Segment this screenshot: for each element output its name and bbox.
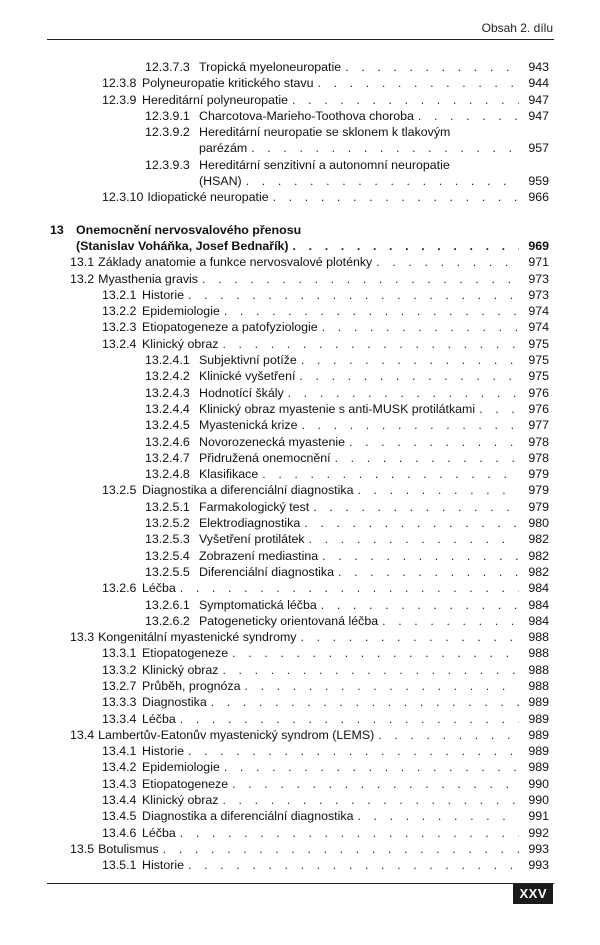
page-number: 982 <box>528 564 549 579</box>
toc-entry[interactable] <box>50 548 549 564</box>
page-number: 973 <box>528 287 549 302</box>
section-number: 13.4.4 <box>102 793 137 808</box>
section-title: Onemocnění nervosvalového přenosu <box>76 222 302 237</box>
toc-line <box>50 613 549 629</box>
section-number: 13.4.3 <box>102 776 137 791</box>
page-number: 979 <box>528 483 549 498</box>
toc-entry[interactable] <box>50 776 549 792</box>
section-title: Klinický obraz myastenie s anti-MUSK protilátkami <box>199 401 476 416</box>
section-number: 13 <box>50 222 64 237</box>
section-number: 13.2.5.1 <box>145 499 190 514</box>
section-title: Farmakologický test <box>199 499 310 514</box>
section-title: Klinický obraz <box>142 793 219 808</box>
toc-line <box>50 808 549 824</box>
page-number: 989 <box>528 744 549 759</box>
toc-line <box>50 124 549 140</box>
page-number: 988 <box>528 662 549 677</box>
section-title: Tropická myeloneuropatie <box>199 60 342 74</box>
section-number: 12.3.9.1 <box>145 108 190 123</box>
dot-leader <box>378 727 519 743</box>
section-title: (HSAN) <box>199 174 242 189</box>
toc-line <box>50 352 549 368</box>
section-title: Hodnotící škály <box>199 385 284 400</box>
dot-leader <box>300 629 519 645</box>
dot-leader <box>180 580 519 596</box>
section-title: Léčba <box>142 581 176 596</box>
section-number: 12.3.8 <box>102 76 137 91</box>
page-number: 990 <box>528 793 549 808</box>
section-number: 13.4.6 <box>102 825 137 840</box>
toc-line <box>50 189 549 205</box>
dot-leader <box>357 808 519 824</box>
section-title: Diferenciální diagnostika <box>199 564 334 579</box>
toc-line <box>50 92 549 108</box>
section-number: 13.2.5.5 <box>145 564 190 579</box>
toc-line <box>50 450 549 466</box>
dot-leader <box>202 271 519 287</box>
section-title: Etiopatogeneze <box>142 646 229 661</box>
toc-entry[interactable] <box>50 531 549 547</box>
section-number: 13.2.2 <box>102 304 137 319</box>
dot-leader <box>232 645 519 661</box>
dot-leader <box>273 189 519 205</box>
section-number: 12.3.9 <box>102 92 137 107</box>
dot-leader <box>232 776 519 792</box>
dot-leader <box>245 678 519 694</box>
section-title: Základy anatomie a funkce nervosvalové ploténky <box>98 255 373 270</box>
section-number: 13.4.1 <box>102 744 137 759</box>
section-title: Vyšetření protilátek <box>199 532 305 547</box>
section-number: 13.2.1 <box>102 287 137 302</box>
toc-line <box>50 319 549 335</box>
toc-line <box>50 108 549 124</box>
toc-line <box>50 140 549 156</box>
dot-leader <box>222 792 519 808</box>
page-number: 989 <box>528 760 549 775</box>
section-number: 12.3.9.3 <box>145 157 190 172</box>
section-number: 13.3 <box>70 630 95 645</box>
dot-leader <box>376 254 519 270</box>
toc-line <box>50 564 549 580</box>
dot-leader <box>188 857 519 873</box>
section-title: Charcotova-Marieho-Toothova choroba <box>199 108 414 123</box>
section-number: 13.2.4.7 <box>145 450 190 465</box>
section-title: Patogeneticky orientovaná léčba <box>199 613 379 628</box>
dot-leader <box>321 597 519 613</box>
toc-entry[interactable] <box>50 287 549 303</box>
page-folio: XXV <box>513 884 553 904</box>
page-number: 984 <box>528 581 549 596</box>
page-number: 975 <box>528 353 549 368</box>
toc-entry[interactable] <box>50 450 549 466</box>
page-number: 988 <box>528 646 549 661</box>
table-of-contents <box>50 59 549 874</box>
dot-leader <box>304 515 519 531</box>
section-number: 13.2.4.3 <box>145 385 190 400</box>
section-number: 13.5.1 <box>102 858 137 873</box>
section-number: 13.2.4.1 <box>145 353 190 368</box>
page-number: 975 <box>528 369 549 384</box>
section-number: 12.3.9.2 <box>145 125 190 140</box>
page-number: 975 <box>528 336 549 351</box>
section-number: 13.2.5.2 <box>145 516 190 531</box>
toc-entry[interactable] <box>50 303 549 319</box>
section-title: Hereditární polyneuropatie <box>142 92 289 107</box>
toc-line <box>50 287 549 303</box>
toc-entry[interactable] <box>50 352 549 368</box>
section-number: 13.5 <box>70 841 95 856</box>
dot-leader <box>382 613 519 629</box>
toc-line <box>50 157 549 173</box>
dot-leader <box>292 92 519 108</box>
toc-entry[interactable] <box>50 727 549 743</box>
toc-line <box>50 499 549 515</box>
toc-entry[interactable] <box>50 841 549 857</box>
page-number: 957 <box>528 141 549 156</box>
dot-leader <box>322 319 519 335</box>
section-number: 13.4.2 <box>102 760 137 775</box>
section-title: Diagnostika a diferenciální diagnostika <box>142 809 354 824</box>
section-number: 13.2.5 <box>102 483 137 498</box>
dot-leader <box>313 499 519 515</box>
section-title: Diagnostika <box>142 695 207 710</box>
page-number: 976 <box>528 385 549 400</box>
toc-line <box>50 238 549 254</box>
toc-entry[interactable] <box>50 254 549 270</box>
toc-entry[interactable] <box>50 629 549 645</box>
dot-leader <box>309 531 519 547</box>
section-number: 13.2 <box>70 271 95 286</box>
section-number: 13.3.1 <box>102 646 137 661</box>
toc-line <box>50 548 549 564</box>
toc-entry[interactable] <box>50 222 549 255</box>
page-number: 979 <box>528 499 549 514</box>
section-title: Etiopatogeneze <box>142 776 229 791</box>
section-title: Myastenická krize <box>199 418 298 433</box>
section-title: Historie <box>142 744 184 759</box>
page-number: 943 <box>528 60 549 74</box>
toc-line <box>50 727 549 743</box>
section-title: Hereditární neuropatie se sklonem k tlakovým <box>199 125 451 140</box>
section-number: 13.3.4 <box>102 711 137 726</box>
toc-entry[interactable] <box>50 466 549 482</box>
toc-line <box>50 303 549 319</box>
section-number: 13.2.6 <box>102 581 137 596</box>
dot-leader <box>211 694 519 710</box>
toc-entry[interactable] <box>50 743 549 759</box>
dot-leader <box>246 173 519 189</box>
section-title: Zobrazení mediastina <box>199 548 319 563</box>
toc-entry[interactable] <box>50 694 549 710</box>
section-title: Klasifikace <box>199 467 259 482</box>
toc-line <box>50 271 549 287</box>
page-number: 993 <box>528 858 549 873</box>
toc-line <box>50 385 549 401</box>
toc-line <box>50 434 549 450</box>
section-number: 13.2.7 <box>102 678 137 693</box>
section-title: Botulismus <box>98 841 159 856</box>
dot-leader <box>293 238 519 254</box>
toc-entry[interactable] <box>50 857 549 873</box>
page-number: 982 <box>528 548 549 563</box>
section-title: Etiopatogeneze a patofyziologie <box>142 320 318 335</box>
top-rule <box>47 39 554 40</box>
page-number: 989 <box>528 711 549 726</box>
toc-entry[interactable] <box>50 319 549 335</box>
page-number: 947 <box>528 92 549 107</box>
page-number: 969 <box>528 238 549 253</box>
section-number: 13.2.4.4 <box>145 401 190 416</box>
page-number: 988 <box>528 678 549 693</box>
dot-leader <box>188 287 519 303</box>
section-number: 13.3.2 <box>102 662 137 677</box>
section-title: Elektrodiagnostika <box>199 516 301 531</box>
section-title: Léčba <box>142 825 176 840</box>
dot-leader <box>479 401 519 417</box>
dot-leader <box>335 450 519 466</box>
section-number: 13.2.5.3 <box>145 532 190 547</box>
dot-leader <box>180 825 519 841</box>
toc-line <box>50 417 549 433</box>
toc-line <box>50 531 549 547</box>
toc-entry[interactable] <box>50 711 549 727</box>
dot-leader <box>163 841 519 857</box>
page-number: 979 <box>528 467 549 482</box>
dot-leader <box>338 564 519 580</box>
toc-entry[interactable] <box>50 825 549 841</box>
section-title: Idiopatické neuropatie <box>147 190 269 205</box>
section-title: Průběh, prognóza <box>142 678 241 693</box>
toc-line <box>50 597 549 613</box>
toc-entry[interactable] <box>50 124 549 157</box>
toc-entry[interactable] <box>50 92 549 108</box>
toc-line <box>50 711 549 727</box>
toc-entry[interactable] <box>50 401 549 417</box>
toc-entry[interactable] <box>50 759 549 775</box>
section-title: Subjektivní potíže <box>199 353 297 368</box>
toc-entry[interactable] <box>50 499 549 515</box>
dot-leader <box>349 434 519 450</box>
toc-line <box>50 580 549 596</box>
page-number: 980 <box>528 516 549 531</box>
toc-line <box>50 743 549 759</box>
toc-entry[interactable] <box>50 59 549 75</box>
section-number: 13.3.3 <box>102 695 137 710</box>
dot-leader <box>322 548 519 564</box>
toc-entry[interactable] <box>50 336 549 352</box>
toc-line <box>50 678 549 694</box>
dot-leader <box>288 385 519 401</box>
page-number: 973 <box>528 271 549 286</box>
page-number: 959 <box>528 174 549 189</box>
page-number: 977 <box>528 418 549 433</box>
dot-leader <box>180 711 519 727</box>
page-number: 976 <box>528 401 549 416</box>
section-title: Epidemiologie <box>142 760 220 775</box>
section-number: 13.4.5 <box>102 809 137 824</box>
dot-leader <box>301 417 519 433</box>
section-title: Kongenitální myastenické syndromy <box>98 630 297 645</box>
page-number: 982 <box>528 532 549 547</box>
toc-line <box>50 336 549 352</box>
dot-leader <box>224 303 519 319</box>
toc-line <box>50 841 549 857</box>
toc-line <box>50 515 549 531</box>
section-number: 13.2.6.1 <box>145 597 190 612</box>
toc-entry[interactable] <box>50 157 549 190</box>
section-number: 13.2.4.8 <box>145 467 190 482</box>
toc-line <box>50 368 549 384</box>
dot-leader <box>251 140 519 156</box>
section-title: Klinický obraz <box>142 662 219 677</box>
toc-line <box>50 662 549 678</box>
bottom-rule <box>47 883 554 884</box>
page-number: 988 <box>528 630 549 645</box>
page-number: 944 <box>528 76 549 91</box>
toc-entry[interactable] <box>50 75 549 91</box>
toc-entry[interactable] <box>50 482 549 498</box>
dot-leader <box>262 466 519 482</box>
dot-leader <box>357 482 519 498</box>
section-number: 12.3.7.3 <box>145 60 190 74</box>
page-number: 989 <box>528 727 549 742</box>
toc-line <box>50 694 549 710</box>
toc-entry[interactable] <box>50 515 549 531</box>
toc-line <box>50 759 549 775</box>
page-number: 978 <box>528 434 549 449</box>
page-number: 993 <box>528 841 549 856</box>
section-title: Novorozenecká myastenie <box>199 434 346 449</box>
section-title: Léčba <box>142 711 176 726</box>
section-title: Hereditární senzitivní a autonomní neuropatie <box>199 157 450 172</box>
toc-entry[interactable] <box>50 645 549 661</box>
section-title: Přidružená onemocnění <box>199 450 331 465</box>
section-title: Lambertův-Eatonův myastenický syndrom (LEMS) <box>98 727 375 742</box>
dot-leader <box>345 59 519 75</box>
section-number: 13.2.6.2 <box>145 613 190 628</box>
page-number: 989 <box>528 695 549 710</box>
toc-entry[interactable] <box>50 417 549 433</box>
section-number: 13.4 <box>70 727 95 742</box>
toc-entry[interactable] <box>50 271 549 287</box>
toc-line <box>50 466 549 482</box>
toc-line <box>50 59 549 75</box>
section-title: Epidemiologie <box>142 304 220 319</box>
toc-entry[interactable] <box>50 580 549 596</box>
section-number: 13.2.4.2 <box>145 369 190 384</box>
dot-leader <box>188 743 519 759</box>
toc-entry[interactable] <box>50 385 549 401</box>
section-title: Klinický obraz <box>142 336 219 351</box>
page-number: 971 <box>528 255 549 270</box>
toc-entry[interactable] <box>50 597 549 613</box>
page-number: 978 <box>528 450 549 465</box>
dot-leader <box>222 662 519 678</box>
toc-line <box>50 857 549 873</box>
toc-entry[interactable] <box>50 792 549 808</box>
toc-line <box>50 776 549 792</box>
toc-line <box>50 401 549 417</box>
dot-leader <box>418 108 519 124</box>
section-title: parézám <box>199 141 248 156</box>
dot-leader <box>299 368 519 384</box>
toc-line <box>50 792 549 808</box>
page-number: 947 <box>528 108 549 123</box>
dot-leader <box>318 75 520 91</box>
toc-entry[interactable] <box>50 434 549 450</box>
toc-entry[interactable] <box>50 108 549 124</box>
section-number: 13.2.3 <box>102 320 137 335</box>
toc-entry[interactable] <box>50 564 549 580</box>
section-title: Historie <box>142 858 184 873</box>
section-number: 13.2.4.6 <box>145 434 190 449</box>
toc-line <box>50 825 549 841</box>
dot-leader <box>301 352 519 368</box>
section-title: Polyneuropatie kritického stavu <box>142 76 314 91</box>
toc-entry[interactable] <box>50 808 549 824</box>
toc-line <box>50 173 549 189</box>
page-number: 990 <box>528 776 549 791</box>
toc-entry[interactable] <box>50 662 549 678</box>
running-head: Obsah 2. dílu <box>481 21 553 35</box>
chapter-gap <box>50 206 549 222</box>
section-number: 12.3.10 <box>102 190 144 205</box>
section-title: (Stanislav Voháňka, Josef Bednařík) <box>76 238 289 253</box>
toc-entry[interactable] <box>50 189 549 205</box>
section-title: Historie <box>142 287 184 302</box>
page-number: 966 <box>528 190 549 205</box>
page-number: 974 <box>528 304 549 319</box>
section-number: 13.2.5.4 <box>145 548 190 563</box>
dot-leader <box>222 336 519 352</box>
toc-line <box>50 629 549 645</box>
section-title: Diagnostika a diferenciální diagnostika <box>142 483 354 498</box>
section-title: Symptomatická léčba <box>199 597 317 612</box>
section-title: Myasthenia gravis <box>98 271 198 286</box>
toc-line <box>50 254 549 270</box>
dot-leader <box>224 759 519 775</box>
page-number: 992 <box>528 825 549 840</box>
toc-entry[interactable] <box>50 613 549 629</box>
toc-line <box>50 75 549 91</box>
page-number: 991 <box>528 809 549 824</box>
page-number: 984 <box>528 613 549 628</box>
toc-line <box>50 482 549 498</box>
section-title: Klinické vyšetření <box>199 369 296 384</box>
page-number: 974 <box>528 320 549 335</box>
section-number: 13.1 <box>70 255 95 270</box>
toc-entry[interactable] <box>50 368 549 384</box>
toc-line <box>50 645 549 661</box>
section-number: 13.2.4 <box>102 336 137 351</box>
page-number: 984 <box>528 597 549 612</box>
toc-line <box>50 222 549 238</box>
section-number: 13.2.4.5 <box>145 418 190 433</box>
toc-entry[interactable] <box>50 678 549 694</box>
